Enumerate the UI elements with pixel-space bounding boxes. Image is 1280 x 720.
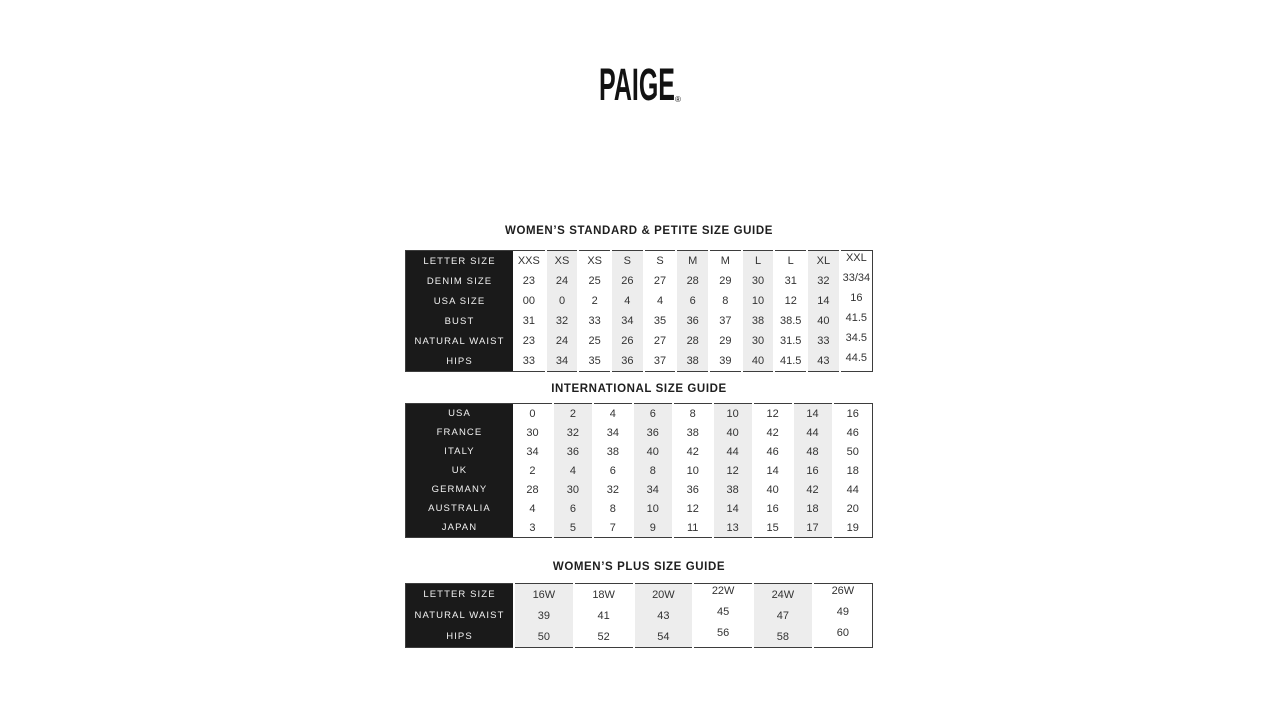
row-label: LETTER SIZE	[406, 251, 514, 272]
size-cell: 17	[793, 518, 833, 538]
size-cell: 48	[793, 442, 833, 461]
size-cell: 15	[766, 521, 779, 534]
table-row	[406, 626, 873, 648]
row-label: NATURAL WAIST	[406, 331, 514, 351]
size-cell: 33	[588, 315, 601, 327]
size-cell: 42	[766, 426, 779, 439]
size-cell: 28	[526, 483, 539, 496]
plus-size-guide-section	[405, 560, 873, 648]
size-cell: 16	[850, 292, 863, 304]
size-cell: 8	[633, 461, 673, 480]
section-title: WOMEN’S STANDARD & PETITE SIZE GUIDE	[504, 225, 773, 237]
size-cell: 38	[742, 311, 775, 331]
table-row	[406, 499, 873, 518]
table-row	[406, 351, 873, 372]
size-cell: 12	[686, 502, 699, 515]
size-cell: 45	[717, 606, 730, 618]
size-cell: 24	[546, 331, 579, 351]
size-cell: 42	[686, 445, 699, 458]
table-row	[406, 251, 873, 272]
size-cell: 4	[611, 291, 644, 311]
section-title: INTERNATIONAL SIZE GUIDE	[551, 383, 727, 395]
size-cell: 41	[597, 609, 610, 622]
size-cell: 50	[846, 445, 859, 458]
size-cell: 20W	[634, 584, 694, 606]
size-cell: 22W	[711, 585, 735, 597]
row-label: JAPAN	[406, 518, 514, 538]
size-cell: 18W	[592, 588, 615, 601]
size-cell: 32	[807, 271, 840, 291]
table-row	[406, 605, 873, 626]
size-cell: 16	[766, 502, 779, 515]
size-cell: 34	[611, 311, 644, 331]
size-cell: XS	[587, 255, 603, 267]
size-cell: 4	[529, 502, 536, 515]
size-cell: 6	[553, 499, 593, 518]
size-cell: 38	[686, 426, 699, 439]
row-label: FRANCE	[406, 423, 514, 442]
size-cell: 36	[611, 351, 644, 372]
size-cell: 2	[553, 404, 593, 424]
size-cell: 10	[633, 499, 673, 518]
size-cell: 40	[807, 311, 840, 331]
row-label: HIPS	[406, 626, 515, 648]
size-cell: 49	[836, 606, 849, 618]
size-cell: XL	[807, 251, 840, 272]
row-label: DENIM SIZE	[406, 271, 514, 291]
size-cell: 40	[633, 442, 673, 461]
size-cell: 34	[633, 480, 673, 499]
size-cell: 4	[553, 461, 593, 480]
row-label: USA	[406, 404, 514, 424]
size-cell: XXL	[845, 252, 867, 264]
size-cell: 41.5	[780, 355, 802, 367]
size-cell: M	[676, 251, 709, 272]
size-cell: XXS	[517, 255, 540, 267]
size-cell: 19	[846, 521, 859, 534]
size-cell: 42	[793, 480, 833, 499]
table-row	[406, 423, 873, 442]
size-cell: 40	[742, 351, 775, 372]
row-label: UK	[406, 461, 514, 480]
size-cell: 7	[609, 521, 616, 534]
size-cell: 35	[588, 355, 601, 367]
international-size-table	[405, 403, 873, 538]
brand-logo-text: PAIGE	[599, 60, 675, 111]
standard-petite-size-guide-section	[405, 224, 873, 372]
size-cell: L	[742, 251, 775, 272]
size-cell: 13	[713, 518, 753, 538]
size-cell: 8	[609, 502, 616, 515]
row-label: BUST	[406, 311, 514, 331]
size-cell: 5	[553, 518, 593, 538]
size-cell: 28	[676, 331, 709, 351]
size-cell: 12	[713, 461, 753, 480]
size-cell: 31	[784, 275, 797, 287]
size-cell: 36	[553, 442, 593, 461]
size-cell: 50	[514, 626, 574, 648]
size-cell: 36	[633, 423, 673, 442]
size-cell: 9	[633, 518, 673, 538]
size-cell: 26	[611, 271, 644, 291]
size-cell: 60	[836, 627, 849, 639]
table-row	[406, 480, 873, 499]
table-row	[406, 518, 873, 538]
table-row	[406, 271, 873, 291]
size-cell: 3	[529, 521, 536, 534]
size-cell: 30	[526, 426, 539, 439]
size-cell: 28	[676, 271, 709, 291]
size-cell: 39	[514, 605, 574, 626]
size-cell: 27	[653, 275, 667, 287]
size-cell: 30	[553, 480, 593, 499]
size-cell: 14	[766, 464, 779, 477]
table-row	[406, 584, 873, 606]
row-label: NATURAL WAIST	[406, 605, 515, 626]
table-row	[406, 291, 873, 311]
size-cell: 24	[546, 271, 579, 291]
section-title: WOMEN’S PLUS SIZE GUIDE	[552, 561, 726, 573]
size-cell: 38	[606, 445, 619, 458]
size-cell: 33	[522, 355, 535, 367]
size-cell: 46	[766, 445, 779, 458]
size-cell: 44.5	[845, 352, 868, 364]
size-cell: 23	[522, 335, 535, 347]
registered-trademark-icon: ®	[675, 95, 681, 104]
size-cell: 32	[546, 311, 579, 331]
size-cell: S	[611, 251, 644, 272]
size-cell: 40	[766, 483, 779, 496]
row-label: USA SIZE	[406, 291, 514, 311]
size-cell: 38	[676, 351, 709, 372]
plus-size-table	[405, 583, 873, 648]
size-cell: 32	[553, 423, 593, 442]
size-cell: 12	[784, 295, 797, 307]
size-cell: 16	[846, 407, 859, 420]
size-cell: 16W	[514, 584, 574, 606]
size-cell: 30	[742, 271, 775, 291]
size-cell: 10	[742, 291, 775, 311]
size-cell: 31.5	[780, 335, 802, 347]
size-cell: 37	[653, 355, 667, 367]
size-cell: 54	[634, 626, 694, 648]
size-cell: 00	[522, 295, 535, 307]
size-cell: 39	[719, 355, 732, 367]
size-cell: M	[720, 255, 730, 267]
size-cell: 8	[689, 407, 696, 420]
size-cell: 25	[588, 335, 601, 347]
size-cell: 4	[656, 295, 664, 307]
size-cell: 36	[686, 483, 699, 496]
size-cell: 12	[766, 407, 779, 420]
size-cell: 6	[676, 291, 709, 311]
row-label: AUSTRALIA	[406, 499, 514, 518]
size-cell: 34.5	[845, 332, 868, 344]
size-cell: 14	[793, 404, 833, 424]
size-cell: 38.5	[780, 315, 802, 327]
size-cell: 14	[807, 291, 840, 311]
size-cell: 35	[653, 315, 667, 327]
size-cell: 10	[686, 464, 699, 477]
size-cell: 34	[606, 426, 619, 439]
size-cell: 37	[719, 315, 732, 327]
size-cell: 20	[846, 502, 859, 515]
size-cell: 36	[676, 311, 709, 331]
size-cell: 46	[846, 426, 859, 439]
size-cell: 43	[634, 605, 694, 626]
size-cell: 27	[653, 335, 667, 347]
table-row	[406, 311, 873, 331]
size-cell: XS	[546, 251, 579, 272]
size-cell: 29	[719, 275, 732, 287]
size-cell: 40	[713, 423, 753, 442]
size-cell: 16	[793, 461, 833, 480]
size-cell: S	[656, 255, 664, 267]
brand-logo	[599, 60, 683, 111]
size-cell: 2	[529, 464, 536, 477]
table-row	[406, 404, 873, 424]
size-cell: 41.5	[845, 312, 868, 324]
size-cell: 26W	[831, 585, 855, 597]
size-cell: 18	[846, 464, 859, 477]
row-label: GERMANY	[406, 480, 514, 499]
table-row	[406, 331, 873, 351]
size-cell: 29	[719, 335, 732, 347]
size-cell: 44	[846, 483, 859, 496]
size-cell: 14	[713, 499, 753, 518]
size-cell: 0	[546, 291, 579, 311]
size-cell: 0	[529, 407, 536, 420]
table-row	[406, 461, 873, 480]
size-cell: L	[787, 255, 794, 267]
size-cell: 47	[753, 605, 813, 626]
size-cell: 34	[546, 351, 579, 372]
size-cell: 2	[591, 295, 598, 307]
size-cell: 24W	[753, 584, 813, 606]
size-cell: 18	[793, 499, 833, 518]
size-cell: 4	[609, 407, 616, 420]
row-label: LETTER SIZE	[406, 584, 515, 606]
size-cell: 56	[717, 627, 730, 639]
size-cell: 33/34	[842, 272, 871, 284]
size-cell: 6	[633, 404, 673, 424]
international-size-guide-section	[405, 382, 873, 538]
size-cell: 32	[606, 483, 619, 496]
size-cell: 10	[713, 404, 753, 424]
size-cell: 6	[609, 464, 616, 477]
size-cell: 11	[687, 521, 699, 534]
size-cell: 44	[793, 423, 833, 442]
size-cell: 38	[713, 480, 753, 499]
size-cell: 33	[807, 331, 840, 351]
size-cell: 58	[753, 626, 813, 648]
standard-petite-size-table	[405, 250, 873, 372]
table-row	[406, 442, 873, 461]
size-cell: 25	[588, 275, 601, 287]
size-cell: 43	[807, 351, 840, 372]
row-label: ITALY	[406, 442, 514, 461]
size-cell: 23	[522, 275, 535, 287]
size-cell: 52	[597, 630, 610, 643]
size-cell: 26	[611, 331, 644, 351]
size-cell: 44	[713, 442, 753, 461]
size-cell: 31	[522, 315, 535, 327]
size-cell: 30	[742, 331, 775, 351]
size-cell: 34	[526, 445, 539, 458]
size-cell: 8	[722, 295, 729, 307]
row-label: HIPS	[406, 351, 514, 372]
